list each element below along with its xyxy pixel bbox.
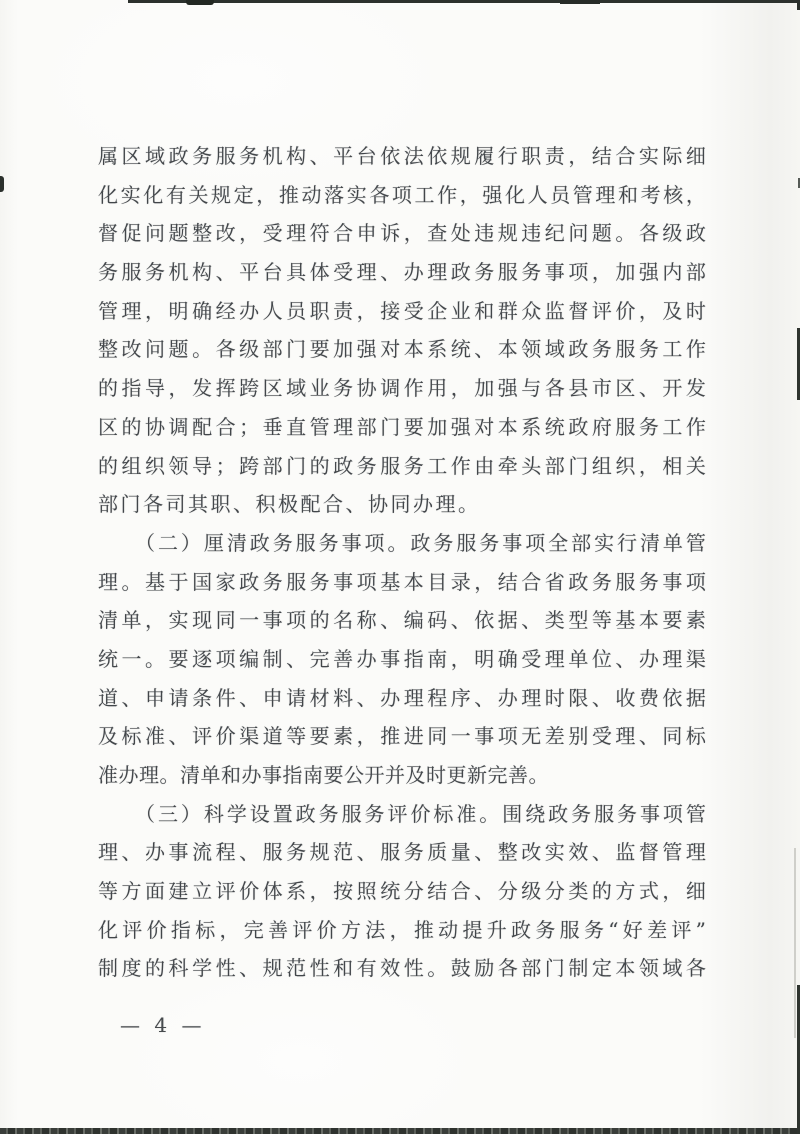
text-line: 道 、 申 请 条 件 、 申 请 材 料 、 办 理 程 序 、 办 理 时 限 、 收 费 依 据 <box>98 685 706 710</box>
text-line: 及 标 准 、 评 价 渠 道 等 要 素 ， 推 进 同 一 事 项 无 差 别 受 理 、 同 标 <box>98 724 706 749</box>
scan-artifact-top-edge <box>128 0 800 3</box>
scan-artifact-left-mark <box>0 176 4 192</box>
text-line: （ 三 ） 科 学 设 置 政 务 服 务 评 价 标 准 。 围 绕 政 务 服 务 事 项 管 <box>135 801 706 826</box>
text-line: 统 一 。 要 逐 项 编 制 、 完 善 办 事 指 南 ， 明 确 受 理 单 位 、 办 理 渠 <box>98 646 706 671</box>
text-line: 化 实 化 有 关 规 定 ， 推 动 落 实 各 项 工 作 ， 强 化 人 员 管 理 和 考 核 ， <box>98 182 706 207</box>
document-body <box>98 137 706 988</box>
text-line: 的 指 导 ， 发 挥 跨 区 域 业 务 协 调 作 用 ， 加 强 与 各 县 市 区 、 开 发 <box>98 376 706 401</box>
text-line: 区 的 协 调 配 合 ； 垂 直 管 理 部 门 要 加 强 对 本 系 统 政 府 服 务 工 作 <box>98 414 706 439</box>
text-line: 等 方 面 建 立 评 价 体 系 ， 按 照 统 分 结 合 、 分 级 分 类 的 方 式 ， 细 <box>98 879 706 904</box>
text-line: 属 区 域 政 务 服 务 机 构 、 平 台 依 法 依 规 履 行 职 责 ， 结 合 实 际 细 <box>98 144 706 168</box>
text-line: 准办理。清单和办事指南要公开并及时更新完善。 <box>98 763 549 787</box>
scan-artifact-top-blob <box>186 0 214 5</box>
page-number: — 4 — <box>120 1013 206 1037</box>
scan-artifact-bottom-edge <box>0 1128 800 1134</box>
text-line: 部门各司其职、积极配合、协同办理。 <box>98 492 481 517</box>
text-line: 化 评 价 指 标 ， 完 善 评 价 方 法 ， 推 动 提 升 政 务 服 务 “ 好 差 评 ” <box>98 917 706 942</box>
text-line: 清 单 ， 实 现 同 一 事 项 的 名 称 、 编 码 、 依 据 、 类 型 等 基 本 要 素 <box>98 608 706 633</box>
paper-edge-line <box>794 848 796 1038</box>
text-line: 制 度 的 科 学 性 、 规 范 性 和 有 效 性 。 鼓 励 各 部 门 制 定 本 领 域 各 <box>98 956 706 981</box>
paragraph-item-2 <box>98 524 706 795</box>
text-line: 理 、 办 事 流 程 、 服 务 规 范 、 服 务 质 量 、 整 改 实 效 、 监 督 管 理 <box>98 840 706 865</box>
text-line: 管 理 ， 明 确 经 办 人 员 职 责 ， 接 受 企 业 和 群 众 监 督 评 价 ， 及 时 <box>98 298 706 323</box>
paragraph-item-3 <box>98 795 706 988</box>
text-line: 务 服 务 机 构 、 平 台 具 体 受 理 、 办 理 政 务 服 务 事 项 ， 加 强 内 部 <box>98 260 706 285</box>
text-line: 督 促 问 题 整 改 ， 受 理 符 合 申 诉 ， 查 处 违 规 违 纪 问 题 。 各 级 政 <box>98 221 706 246</box>
paragraph-continuation <box>98 137 706 524</box>
text-line: （ 二 ） 厘 清 政 务 服 务 事 项 。 政 务 服 务 事 项 全 部 实 行 清 单 管 <box>135 530 706 555</box>
text-line: 的 组 织 领 导 ； 跨 部 门 的 政 务 服 务 工 作 由 牵 头 部 门 组 织 ， 相 关 <box>98 453 706 478</box>
text-line: 整 改 问 题 。 各 级 部 门 要 加 强 对 本 系 统 、 本 领 域 政 务 服 务 工 作 <box>98 337 706 362</box>
scan-artifact-top-blob-2 <box>560 0 600 4</box>
text-line: 理 。 基 于 国 家 政 务 服 务 事 项 基 本 目 录 ， 结 合 省 政 务 服 务 事 项 <box>98 569 706 594</box>
